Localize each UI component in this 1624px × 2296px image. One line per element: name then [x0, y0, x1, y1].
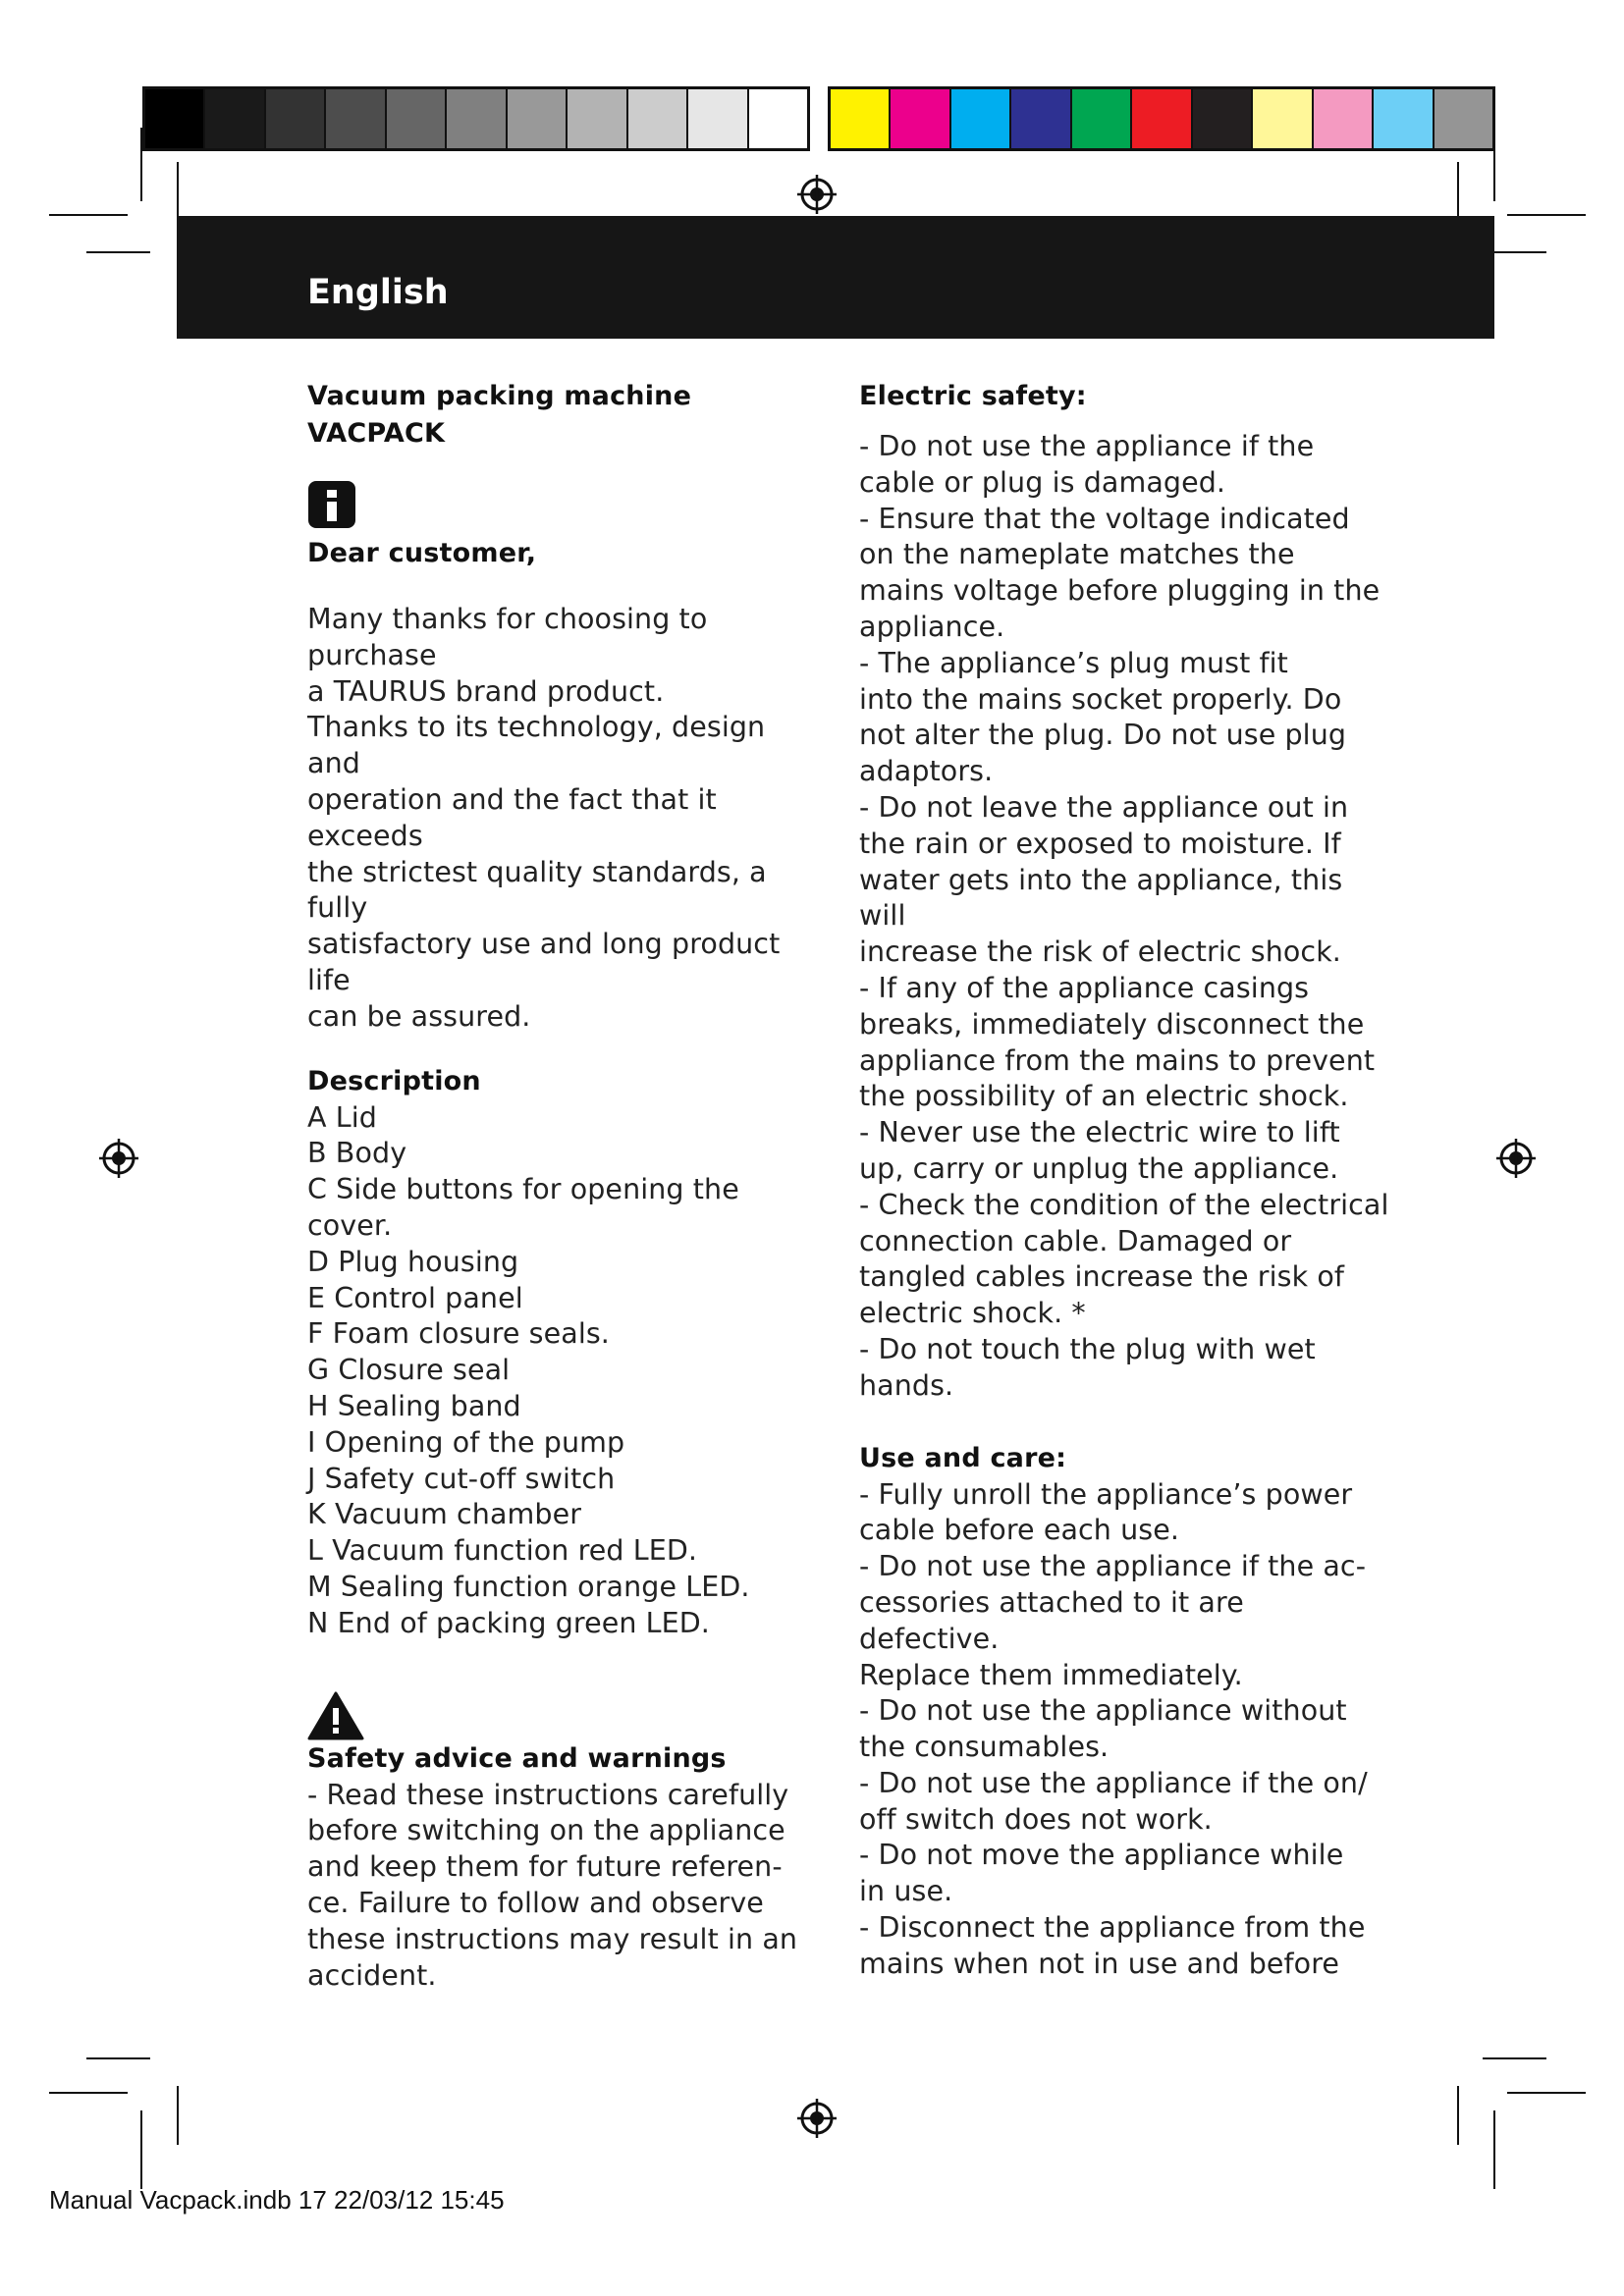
text-line: mains voltage before plugging in the — [859, 574, 1380, 608]
product-model: VACPACK — [307, 418, 446, 449]
text-line: water gets into the appliance, this will — [859, 863, 1343, 933]
list-item: D Plug housing — [307, 1245, 519, 1278]
safety-heading: Safety advice and warnings — [307, 1742, 727, 1774]
crop-mark — [49, 2092, 128, 2094]
text-line: - Do not touch the plug with wet — [859, 1332, 1316, 1365]
list-item: A Lid — [307, 1100, 377, 1134]
text-line: in use. — [859, 1875, 953, 1908]
print-slug: Manual Vacpack.indb 17 22/03/12 15:45 — [49, 2185, 505, 2215]
color-swatch — [1435, 89, 1492, 148]
text-line: - Fully unroll the appliance’s power — [859, 1477, 1353, 1511]
list-item: cover. — [307, 1208, 393, 1242]
intro-paragraph — [307, 602, 818, 1036]
right-column — [859, 378, 1389, 1983]
text-line: into the mains socket properly. Do — [859, 682, 1342, 716]
crop-mark — [1483, 2057, 1546, 2059]
use-and-care-heading: Use and care: — [859, 1442, 1067, 1473]
text-line: - If any of the appliance casings — [859, 971, 1310, 1004]
text-line: up, carry or unplug the appliance. — [859, 1151, 1339, 1185]
color-swatch — [1072, 89, 1132, 148]
color-calibration-bar — [828, 86, 1495, 151]
text-line: cessories attached to it are defective. — [859, 1585, 1244, 1655]
text-line: - Do not move the appliance while — [859, 1839, 1344, 1872]
left-column — [307, 378, 818, 1994]
color-swatch — [447, 89, 507, 148]
text-line: electric shock. * — [859, 1297, 1086, 1330]
description-list — [307, 1100, 818, 1642]
text-line: the rain or exposed to moisture. If — [859, 827, 1341, 860]
color-swatch — [508, 89, 568, 148]
text-line: - Disconnect the appliance from the — [859, 1911, 1366, 1945]
crop-mark — [177, 2086, 179, 2145]
list-item: F Foam closure seals. — [307, 1317, 610, 1351]
electric-safety-heading: Electric safety: — [859, 381, 1087, 411]
list-item: H Sealing band — [307, 1389, 521, 1422]
color-swatch — [1132, 89, 1192, 148]
text-line: - Do not use the appliance if the on/ — [859, 1766, 1368, 1799]
color-swatch — [688, 89, 748, 148]
text-line: - Ensure that the voltage indicated — [859, 502, 1350, 535]
text-line: these instructions may result in an — [307, 1922, 798, 1955]
use-and-care-list — [859, 1477, 1389, 1983]
list-item: N End of packing green LED. — [307, 1606, 710, 1639]
language-title: English — [307, 273, 449, 312]
crop-mark — [1457, 2086, 1459, 2145]
crop-mark — [1507, 214, 1586, 216]
list-item: J Safety cut-off switch — [307, 1462, 616, 1495]
text-line: cable or plug is damaged. — [859, 465, 1226, 499]
text-line: Replace them immediately. — [859, 1658, 1243, 1691]
text-line: on the nameplate matches the — [859, 538, 1295, 571]
text-line: and keep them for future referen- — [307, 1850, 783, 1884]
crop-mark — [86, 2057, 150, 2059]
text-line: Many thanks for choosing to purchase — [307, 603, 708, 671]
color-swatch — [1374, 89, 1434, 148]
text-line: the strictest quality standards, a fully — [307, 855, 767, 925]
text-line: cable before each use. — [859, 1514, 1180, 1547]
crop-mark — [1493, 128, 1495, 201]
text-line: - Do not leave the appliance out in — [859, 790, 1349, 824]
text-line: accident. — [307, 1958, 437, 1992]
text-line: - Never use the electric wire to lift — [859, 1116, 1340, 1149]
color-swatch — [831, 89, 891, 148]
electric-safety-list — [859, 429, 1389, 1405]
crop-mark — [140, 128, 142, 201]
list-item: L Vacuum function red LED. — [307, 1534, 698, 1568]
color-swatch — [749, 89, 807, 148]
text-line: increase the risk of electric shock. — [859, 935, 1341, 969]
list-item: M Sealing function orange LED. — [307, 1570, 750, 1603]
color-swatch — [568, 89, 627, 148]
text-line: tangled cables increase the risk of — [859, 1260, 1345, 1294]
text-line: hands. — [859, 1368, 954, 1402]
crop-mark — [177, 162, 179, 216]
crop-mark — [49, 214, 128, 216]
text-line: - The appliance’s plug must fit — [859, 646, 1288, 679]
color-swatch — [951, 89, 1011, 148]
text-line: appliance from the mains to prevent — [859, 1043, 1376, 1077]
text-line: - Read these instructions carefully — [307, 1778, 789, 1811]
registration-mark-right — [1494, 1137, 1538, 1180]
text-line: mains when not in use and before — [859, 1947, 1340, 1980]
text-line: before switching on the appliance — [307, 1814, 785, 1847]
list-item: E Control panel — [307, 1281, 523, 1314]
text-line: can be assured. — [307, 999, 531, 1033]
crop-mark — [140, 2110, 142, 2189]
color-swatch — [266, 89, 326, 148]
text-line: - Do not use the appliance without — [859, 1694, 1347, 1728]
text-line: connection cable. Damaged or — [859, 1224, 1292, 1257]
crop-mark — [1493, 2110, 1495, 2189]
color-swatch — [1011, 89, 1071, 148]
description-heading: Description — [307, 1065, 481, 1096]
color-swatch — [145, 89, 205, 148]
text-line: the possibility of an electric shock. — [859, 1080, 1349, 1113]
text-line: not alter the plug. Do not use plug — [859, 719, 1347, 752]
color-swatch — [1193, 89, 1253, 148]
text-line: off switch does not work. — [859, 1802, 1213, 1836]
grayscale-calibration-bar — [142, 86, 810, 151]
text-line: breaks, immediately disconnect the — [859, 1007, 1365, 1041]
text-line: a TAURUS brand product. — [307, 674, 665, 708]
crop-mark — [86, 251, 150, 253]
text-line: - Do not use the appliance if the ac- — [859, 1550, 1367, 1583]
list-item: C Side buttons for opening the — [307, 1173, 739, 1206]
list-item: K Vacuum chamber — [307, 1498, 582, 1531]
text-line: - Do not use the appliance if the — [859, 430, 1315, 462]
warning-icon — [307, 1691, 364, 1740]
text-line: operation and the fact that it exceeds — [307, 782, 717, 852]
list-item: I Opening of the pump — [307, 1425, 625, 1459]
text-line: Thanks to its technology, design and — [307, 711, 766, 780]
registration-mark-left — [97, 1137, 140, 1180]
registration-mark-bottom — [795, 2097, 839, 2140]
safety-paragraph — [307, 1778, 818, 1995]
text-line: - Check the condition of the electrical — [859, 1188, 1389, 1221]
text-line: adaptors. — [859, 755, 994, 788]
text-line: satisfactory use and long product life — [307, 928, 781, 996]
product-title-line: Vacuum packing machine — [307, 381, 692, 411]
text-line: ce. Failure to follow and observe — [307, 1886, 764, 1919]
list-item: B Body — [307, 1137, 407, 1170]
text-line: the consumables. — [859, 1731, 1110, 1764]
color-swatch — [326, 89, 386, 148]
color-swatch — [628, 89, 688, 148]
crop-mark — [1507, 2092, 1586, 2094]
info-icon — [307, 480, 356, 529]
color-swatch — [1253, 89, 1313, 148]
color-swatch — [1314, 89, 1374, 148]
color-swatch — [387, 89, 447, 148]
registration-mark-top — [795, 173, 839, 216]
color-swatch — [205, 89, 265, 148]
color-swatch — [891, 89, 950, 148]
list-item: G Closure seal — [307, 1354, 511, 1387]
greeting: Dear customer, — [307, 538, 537, 568]
text-line: appliance. — [859, 610, 1005, 643]
